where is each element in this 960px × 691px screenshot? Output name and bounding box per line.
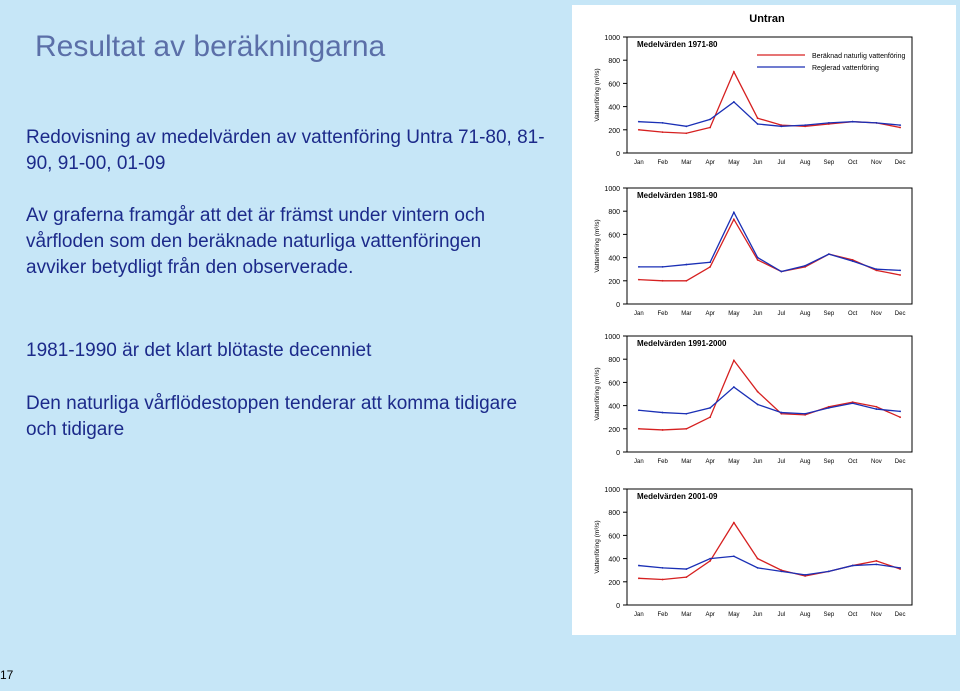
data-point [662, 429, 664, 431]
x-tick-label: Sep [823, 311, 835, 317]
x-tick-label: Feb [657, 311, 668, 317]
data-point [780, 271, 782, 273]
data-point [757, 391, 759, 393]
x-tick-label: Dec [894, 160, 906, 166]
series-line [639, 387, 900, 414]
y-tick-label: 0 [616, 302, 620, 309]
x-tick-label: Mar [681, 612, 692, 618]
data-point [638, 266, 640, 268]
data-point [899, 567, 901, 569]
data-point [875, 406, 877, 408]
data-point [662, 122, 664, 124]
data-point [757, 123, 759, 125]
observation-paragraph: Av graferna framgår att det är främst under vintern och vårfloden som den beräknade naturliga vattenföringen avviker betydligt från den observerade. [26, 205, 486, 278]
data-point [709, 416, 711, 418]
x-tick-label: Sep [823, 612, 835, 618]
chart-figure [572, 5, 956, 635]
data-point [733, 386, 735, 388]
legend-label: Beräknad naturlig vattenföring [812, 53, 906, 60]
data-point [638, 428, 640, 430]
x-tick-label: Feb [657, 612, 668, 618]
data-point [685, 264, 687, 266]
x-tick-label: Jun [752, 311, 763, 317]
x-tick-label: Apr [705, 612, 715, 618]
data-point [852, 565, 854, 567]
series-line [639, 219, 900, 280]
data-point [709, 266, 711, 268]
x-tick-label: Dec [894, 311, 906, 317]
data-point [733, 555, 735, 557]
data-point [685, 280, 687, 282]
data-point [709, 118, 711, 120]
x-tick-label: Jul [777, 311, 786, 317]
intro-paragraph: Redovisning av medelvärden av vattenföring Untra 71-80, 81-90, 91-00, 01-09 [26, 127, 545, 174]
data-point [638, 129, 640, 131]
y-tick-label: 800 [608, 357, 620, 365]
data-point [638, 279, 640, 281]
data-point [685, 413, 687, 415]
y-axis-label: Vattenföring (m³/s) [594, 68, 601, 122]
data-point [899, 411, 901, 413]
x-tick-label: Nov [871, 459, 882, 465]
data-point [780, 570, 782, 572]
x-tick-label: Aug [799, 311, 811, 317]
chart-1 [594, 35, 912, 166]
y-tick-label: 0 [616, 450, 620, 457]
y-tick-label: 200 [608, 278, 620, 286]
x-tick-label: Jun [752, 612, 763, 618]
y-tick-label: 400 [608, 556, 620, 564]
data-point [757, 117, 759, 119]
data-point [662, 567, 664, 569]
y-tick-label: 0 [616, 603, 620, 610]
data-point [638, 577, 640, 579]
y-tick-label: 1000 [604, 487, 620, 494]
x-tick-label: Mar [681, 459, 692, 465]
data-point [733, 101, 735, 103]
y-tick-label: 600 [608, 380, 620, 388]
x-tick-label: Aug [799, 459, 811, 465]
x-tick-label: Oct [847, 311, 858, 317]
chart-title: Medelvärden 1991-2000 [637, 339, 727, 348]
data-point [733, 218, 735, 220]
y-tick-label: 400 [608, 255, 620, 263]
data-point [804, 265, 806, 267]
data-point [709, 560, 711, 562]
series-line [639, 212, 900, 271]
y-tick-label: 400 [608, 403, 620, 411]
x-tick-label: Nov [871, 160, 882, 166]
y-tick-label: 200 [608, 127, 620, 135]
data-point [875, 408, 877, 410]
figure-title: Untran [749, 13, 785, 25]
x-tick-label: Aug [799, 612, 811, 618]
data-point [638, 121, 640, 123]
x-tick-label: Feb [657, 160, 668, 166]
plot-frame [627, 188, 912, 304]
chart-title: Medelvärden 2001-09 [637, 492, 718, 501]
data-point [685, 132, 687, 134]
x-tick-label: Jan [634, 160, 644, 166]
y-axis-label: Vattenföring (m³/s) [594, 520, 601, 574]
data-point [733, 211, 735, 213]
chart-2 [594, 186, 912, 317]
data-point [828, 570, 830, 572]
y-tick-label: 0 [616, 151, 620, 158]
x-tick-label: Jun [752, 459, 763, 465]
y-tick-label: 1000 [604, 334, 620, 341]
x-tick-label: Dec [894, 459, 906, 465]
x-tick-label: Jul [777, 160, 786, 166]
y-tick-label: 600 [608, 232, 620, 240]
data-point [852, 402, 854, 404]
data-point [685, 428, 687, 430]
data-point [662, 412, 664, 414]
data-point [662, 280, 664, 282]
data-point [709, 407, 711, 409]
data-point [852, 260, 854, 262]
x-tick-label: Aug [799, 160, 811, 166]
data-point [804, 413, 806, 415]
series-line [639, 72, 900, 133]
y-axis-label: Vattenföring (m³/s) [594, 367, 601, 421]
x-tick-label: May [728, 612, 740, 618]
x-tick-label: Apr [705, 459, 715, 465]
data-point [685, 125, 687, 127]
data-point [733, 522, 735, 524]
data-point [709, 127, 711, 129]
x-tick-label: Sep [823, 459, 835, 465]
x-tick-label: Jun [752, 160, 763, 166]
data-point [804, 124, 806, 126]
y-tick-label: 1000 [604, 186, 620, 193]
chart-4 [594, 487, 912, 618]
x-tick-label: Jul [777, 612, 786, 618]
spring-peak-paragraph: Den naturliga vårflödestoppen tenderar att komma tidigare och tidigare [26, 393, 518, 440]
y-tick-label: 800 [608, 58, 620, 66]
data-point [685, 576, 687, 578]
data-point [875, 268, 877, 270]
data-point [780, 125, 782, 127]
x-tick-label: May [728, 160, 740, 166]
x-tick-label: Oct [847, 459, 858, 465]
data-point [709, 558, 711, 560]
data-point [685, 568, 687, 570]
series-line [639, 102, 900, 126]
data-point [899, 269, 901, 271]
data-point [662, 266, 664, 268]
data-point [733, 71, 735, 73]
x-tick-label: Jan [634, 311, 644, 317]
chart-title: Medelvärden 1981-90 [637, 191, 718, 200]
y-tick-label: 200 [608, 426, 620, 434]
data-point [757, 567, 759, 569]
x-tick-label: Oct [847, 612, 858, 618]
data-point [662, 131, 664, 133]
plot-frame [627, 336, 912, 452]
x-tick-label: May [728, 311, 740, 317]
x-tick-label: Apr [705, 160, 715, 166]
data-point [875, 560, 877, 562]
page-number: 17 [0, 668, 14, 682]
x-tick-label: Feb [657, 459, 668, 465]
data-point [757, 257, 759, 259]
x-tick-label: Apr [705, 311, 715, 317]
x-tick-label: Jul [777, 459, 786, 465]
series-line [639, 556, 900, 575]
data-point [899, 127, 901, 129]
series-line [639, 523, 900, 580]
chart-panel [572, 5, 956, 635]
y-tick-label: 1000 [604, 35, 620, 42]
data-point [852, 121, 854, 123]
x-tick-label: Mar [681, 311, 692, 317]
data-point [899, 124, 901, 126]
x-tick-label: Nov [871, 311, 882, 317]
x-tick-label: Mar [681, 160, 692, 166]
chart-3 [594, 334, 912, 465]
series-line [639, 360, 900, 430]
y-tick-label: 600 [608, 533, 620, 541]
y-tick-label: 800 [608, 209, 620, 217]
y-axis-label: Vattenföring (m³/s) [594, 219, 601, 273]
data-point [757, 259, 759, 261]
data-point [780, 412, 782, 414]
y-tick-label: 200 [608, 579, 620, 587]
data-point [662, 579, 664, 581]
x-tick-label: Oct [847, 160, 858, 166]
x-tick-label: Jan [634, 612, 644, 618]
wettest-decade-paragraph: 1981-1990 är det klart blötaste decenniet [26, 340, 372, 361]
data-point [899, 416, 901, 418]
chart-title: Medelvärden 1971-80 [637, 40, 718, 49]
y-tick-label: 400 [608, 104, 620, 112]
slide-title: Resultat av beräkningarna [35, 30, 386, 63]
x-tick-label: Dec [894, 612, 906, 618]
y-tick-label: 600 [608, 81, 620, 89]
data-point [638, 565, 640, 567]
data-point [804, 574, 806, 576]
y-tick-label: 800 [608, 510, 620, 518]
x-tick-label: Sep [823, 160, 835, 166]
data-point [875, 122, 877, 124]
data-point [828, 407, 830, 409]
data-point [875, 564, 877, 566]
data-point [638, 409, 640, 411]
data-point [733, 359, 735, 361]
x-tick-label: Jan [634, 459, 644, 465]
data-point [828, 253, 830, 255]
x-tick-label: May [728, 459, 740, 465]
data-point [899, 274, 901, 276]
x-tick-label: Nov [871, 612, 882, 618]
data-point [828, 122, 830, 124]
data-point [757, 558, 759, 560]
plot-frame [627, 489, 912, 605]
legend-label: Reglerad vattenföring [812, 65, 879, 72]
data-point [709, 261, 711, 263]
data-point [757, 404, 759, 406]
